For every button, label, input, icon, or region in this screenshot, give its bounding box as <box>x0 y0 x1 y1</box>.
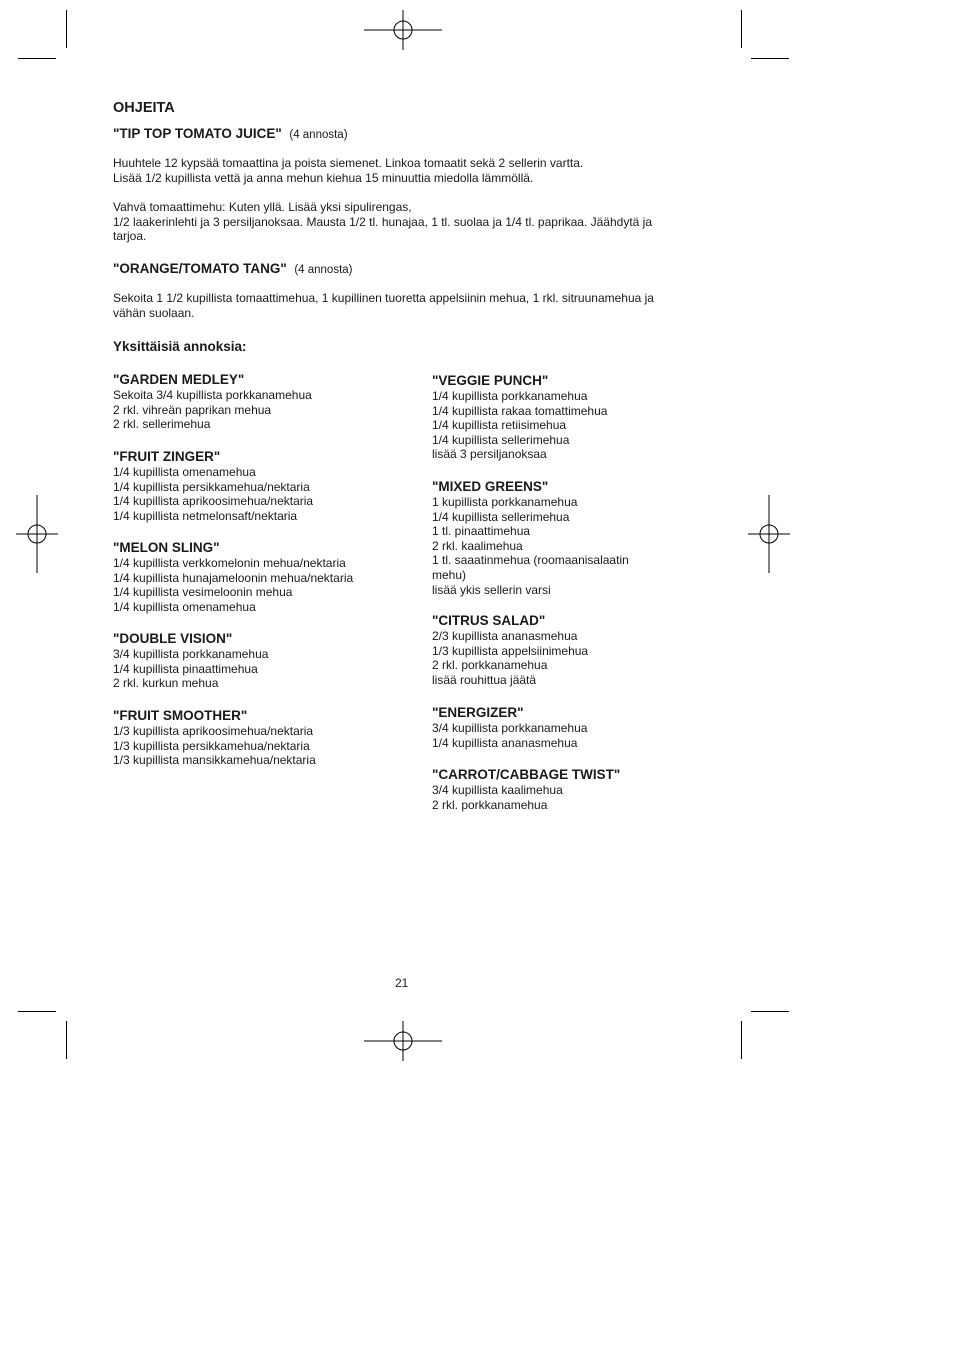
tip-top-title-row <box>113 126 348 141</box>
recipe-title: "FRUIT SMOOTHER" <box>113 708 248 723</box>
recipe-garden-medley <box>113 372 312 432</box>
recipe-fruit-smoother <box>113 708 316 768</box>
crop-mark-top-left-h <box>18 58 56 59</box>
ingredient-line: 1/4 kupillista verkkomelonin mehua/nektaria <box>113 556 346 570</box>
page-heading: OHJEITA <box>113 100 175 116</box>
ingredient-line: 1/4 kupillista ananasmehua <box>432 735 578 750</box>
ingredient-line: 2/3 kupillista ananasmehua <box>432 629 578 643</box>
ingredient-line: Sekoita 3/4 kupillista porkkanamehua <box>113 388 312 402</box>
recipe-melon-sling <box>113 540 353 614</box>
ingredient-line: 2 rkl. kurkun mehua <box>113 676 219 691</box>
text-line: Huuhtele 12 kypsää tomaattina ja poista siemenet. Linkoa tomaatit sekä 2 sellerin vartta. <box>113 156 584 170</box>
recipe-mixed-greens <box>432 479 629 597</box>
ingredient-line: 1/3 kupillista aprikoosimehua/nektaria <box>113 724 314 738</box>
tip-top-title: "TIP TOP TOMATO JUICE" <box>113 126 282 141</box>
registration-mark-top <box>364 10 442 50</box>
ingredient-line: 1/4 kupillista vesimeloonin mehua <box>113 585 293 600</box>
orange-servings: (4 annosta) <box>294 264 353 276</box>
crop-mark-bottom-right-h <box>751 1011 789 1012</box>
ingredient-line: 1/4 kupillista rakaa tomattimehua <box>432 403 608 418</box>
crop-mark-top-right-h <box>751 58 789 59</box>
ingredient-line: 1/3 kupillista persikkamehua/nektaria <box>113 738 310 753</box>
ingredient-line: 1/4 kupillista omenamehua <box>113 599 256 614</box>
recipe-title: "FRUIT ZINGER" <box>113 449 221 464</box>
ingredient-line: 1/3 kupillista mansikkamehua/nektaria <box>113 753 316 768</box>
ingredient-line: 2 rkl. porkkanamehua <box>432 797 548 812</box>
crop-mark-bottom-left-v <box>66 1021 67 1059</box>
recipe-carrot-cabbage-twist <box>432 767 620 812</box>
text-line: Vahvä tomaattimehu: Kuten yllä. Lisää yksi sipulirengas, <box>113 200 412 214</box>
ingredient-line: lisää 3 persiljanoksaa <box>432 447 547 462</box>
recipe-title: "VEGGIE PUNCH" <box>432 373 549 388</box>
recipe-title: "MELON SLING" <box>113 540 220 555</box>
recipe-energizer <box>432 705 587 750</box>
page-number: 21 <box>395 976 409 990</box>
recipe-title: "ENERGIZER" <box>432 705 524 720</box>
orange-title: "ORANGE/TOMATO TANG" <box>113 261 287 276</box>
text-line: tarjoa. <box>113 229 147 244</box>
text-line: vähän suolaan. <box>113 305 195 320</box>
ingredient-line: 2 rkl. vihreän paprikan mehua <box>113 402 272 417</box>
ingredient-line: 2 rkl. sellerimehua <box>113 417 211 432</box>
ingredient-line: 1/4 kupillista sellerimehua <box>432 432 570 447</box>
ingredient-line: 1/4 kupillista omenamehua <box>113 465 256 479</box>
recipe-title: "CARROT/CABBAGE TWIST" <box>432 767 621 782</box>
recipe-citrus-salad <box>432 613 588 687</box>
crop-mark-bottom-right-v <box>741 1021 742 1059</box>
orange-title-row <box>113 261 353 276</box>
text-line: Sekoita 1 1/2 kupillista tomaattimehua, 1 kupillinen tuoretta appelsiinin mehua, 1 rkl. sitruunamehua ja <box>113 291 654 305</box>
ingredient-line: lisää rouhittua jäätä <box>432 672 537 687</box>
text-line: Lisää 1/2 kupillista vettä ja anna mehun kiehua 15 minuuttia miedolla lämmöllä. <box>113 170 534 185</box>
ingredient-line: lisää ykis sellerin varsi <box>432 582 551 597</box>
ingredient-line: 1/4 kupillista sellerimehua <box>432 509 570 524</box>
ingredient-line: 1/4 kupillista aprikoosimehua/nektaria <box>113 494 314 509</box>
ingredient-line: mehu) <box>432 567 467 582</box>
ingredient-line: 1 kupillista porkkanamehua <box>432 495 578 509</box>
ingredient-line: 1 tl. pinaattimehua <box>432 524 531 539</box>
singles-heading: Yksittäisiä annoksia: <box>113 339 247 354</box>
registration-mark-left <box>16 495 58 573</box>
recipe-fruit-zinger <box>113 449 313 523</box>
registration-mark-right <box>748 495 790 573</box>
recipe-veggie-punch <box>432 373 607 462</box>
text-line: 1/2 laakerinlehti ja 3 persiljanoksaa. Mausta 1/2 tl. hunajaa, 1 tl. suolaa ja 1/4 tl. paprikaa. Jäähdytä ja <box>113 214 652 229</box>
ingredient-line: 1/4 kupillista hunajameloonin mehua/nektaria <box>113 570 354 585</box>
ingredient-line: 1/4 kupillista netmelonsaft/nektaria <box>113 508 298 523</box>
tip-top-paragraph-2 <box>113 200 713 244</box>
crop-mark-bottom-left-h <box>18 1011 56 1012</box>
recipe-title: "MIXED GREENS" <box>432 479 549 494</box>
crop-mark-top-left-v <box>66 10 67 48</box>
recipe-title: "DOUBLE VISION" <box>113 631 233 646</box>
ingredient-line: 1/4 kupillista retiisimehua <box>432 418 567 433</box>
ingredient-line: 3/4 kupillista porkkanamehua <box>113 647 269 661</box>
ingredient-line: 1/4 kupillista pinaattimehua <box>113 661 258 676</box>
recipe-title: "CITRUS SALAD" <box>432 613 546 628</box>
orange-paragraph <box>113 291 713 320</box>
registration-mark-bottom <box>364 1021 442 1061</box>
ingredient-line: 1/4 kupillista porkkanamehua <box>432 389 588 403</box>
ingredient-line: 3/4 kupillista porkkanamehua <box>432 721 588 735</box>
recipe-double-vision <box>113 631 268 691</box>
recipe-title: "GARDEN MEDLEY" <box>113 372 245 387</box>
tip-top-servings: (4 annosta) <box>289 129 348 141</box>
ingredient-line: 3/4 kupillista kaalimehua <box>432 783 563 797</box>
ingredient-line: 2 rkl. kaalimehua <box>432 538 523 553</box>
ingredient-line: 1/4 kupillista persikkamehua/nektaria <box>113 479 310 494</box>
ingredient-line: 2 rkl. porkkanamehua <box>432 658 548 673</box>
crop-mark-top-right-v <box>741 10 742 48</box>
tip-top-paragraph-1 <box>113 156 713 185</box>
ingredient-line: 1/3 kupillista appelsiinimehua <box>432 643 589 658</box>
ingredient-line: 1 tl. saaatinmehua (roomaanisalaatin <box>432 553 629 568</box>
